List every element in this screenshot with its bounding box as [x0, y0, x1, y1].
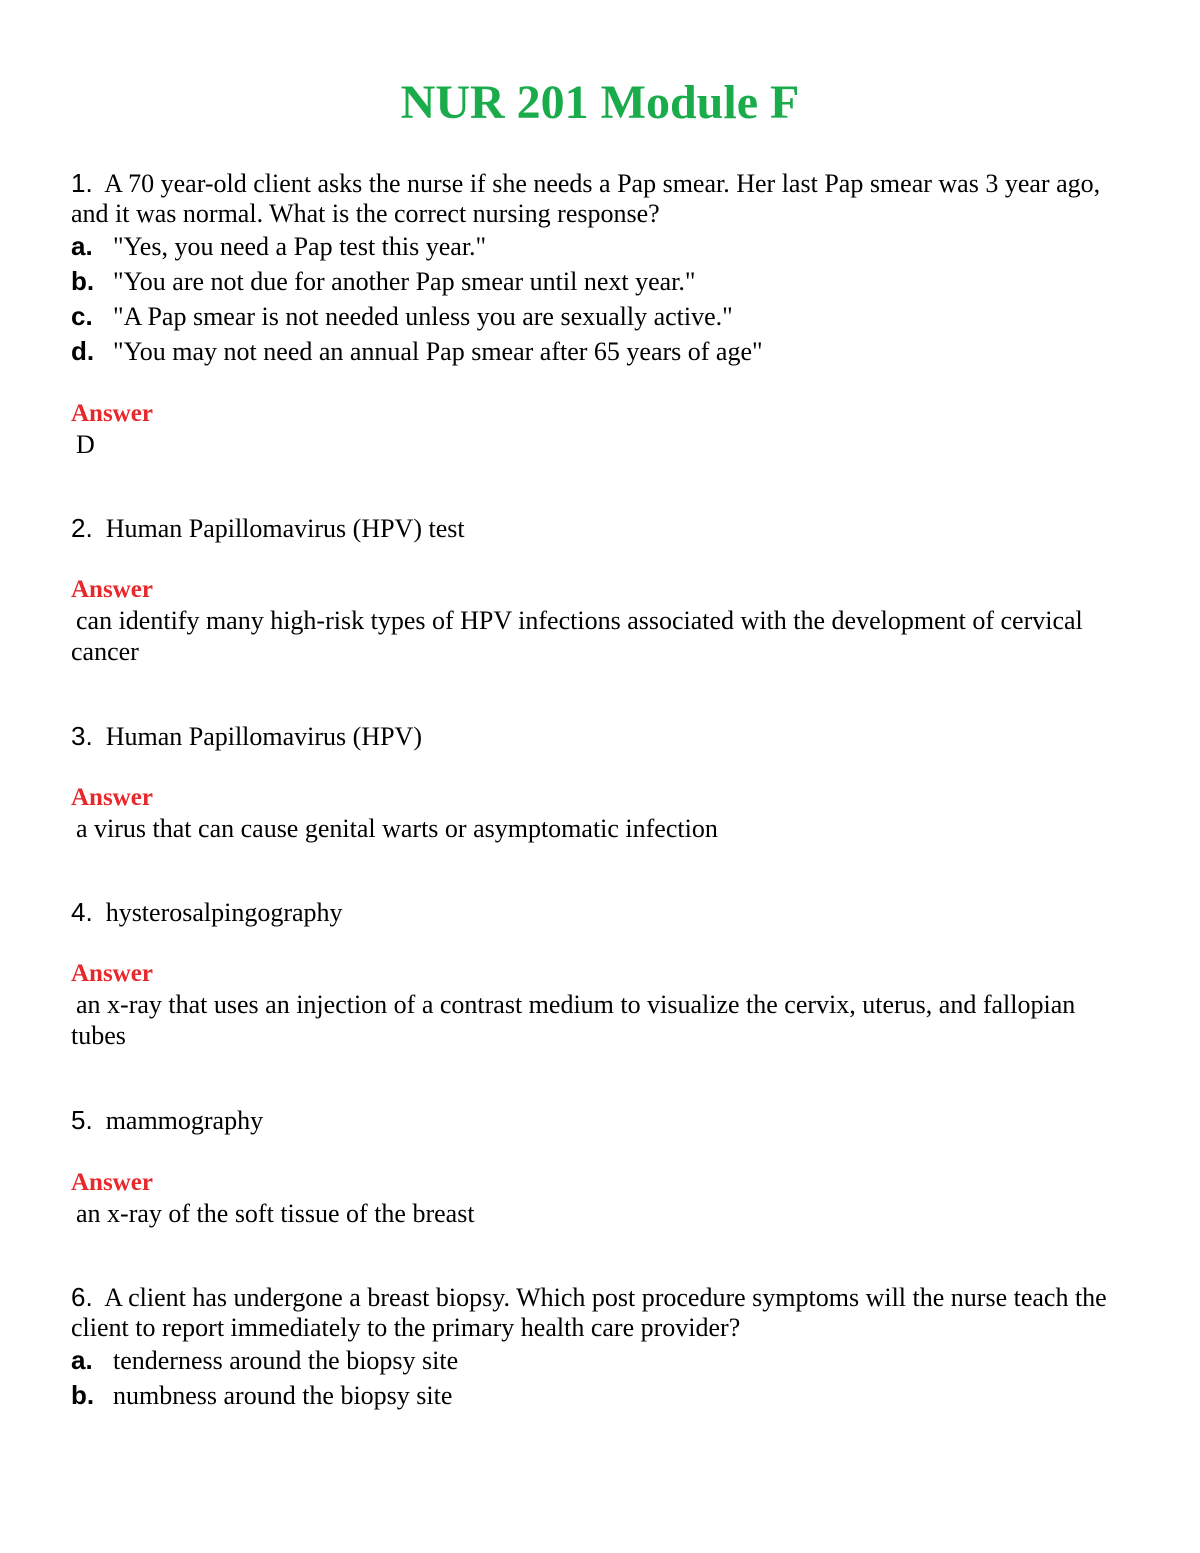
option-letter: d. — [71, 336, 95, 366]
question-stem: hysterosalpingography — [105, 898, 343, 927]
question-1 — [71, 168, 1131, 369]
option-d — [71, 334, 1131, 369]
question-5 — [71, 1105, 1131, 1136]
question-stem: mammography — [105, 1106, 264, 1135]
answer-label: Answer — [71, 576, 153, 603]
answer-4 — [71, 959, 1131, 1051]
answer-label: Answer — [71, 960, 153, 987]
question-2 — [71, 513, 1131, 544]
question-3 — [71, 721, 1131, 752]
question-6 — [71, 1282, 1131, 1413]
page-title: NUR 201 Module F — [400, 76, 800, 129]
question-text — [71, 1105, 1131, 1136]
question-text — [71, 897, 1131, 928]
option-c — [71, 299, 1131, 334]
option-b — [71, 264, 1131, 299]
question-text — [71, 721, 1131, 752]
option-list — [71, 1343, 1131, 1413]
option-letter: b. — [71, 1380, 95, 1410]
answer-text: an x-ray that uses an injection of a contrast medium to visualize the cervix, uterus, and fallopian tubes — [71, 990, 1076, 1050]
option-b — [71, 1378, 1131, 1413]
option-letter: a. — [71, 1345, 93, 1375]
question-4 — [71, 897, 1131, 928]
question-stem: A client has undergone a breast biopsy. Which post procedure symptoms will the nurse teach the client to report immediately to the primary health care provider? — [71, 1283, 1107, 1342]
option-list — [71, 229, 1131, 369]
answer-text: a virus that can cause genital warts or asymptomatic infection — [76, 814, 718, 843]
question-stem: A 70 year-old client asks the nurse if she needs a Pap smear. Her last Pap smear was 3 year ago, and it was normal. What is the correct nursing response? — [71, 169, 1101, 228]
question-number: 1. — [71, 168, 93, 198]
option-text: "Yes, you need a Pap test this year." — [113, 232, 487, 261]
answer-label: Answer — [71, 784, 153, 811]
question-number: 3. — [71, 721, 93, 751]
answer-text: D — [76, 430, 95, 459]
question-text — [71, 168, 1131, 229]
question-number: 2. — [71, 513, 93, 543]
question-number: 5. — [71, 1105, 93, 1135]
option-text: numbness around the biopsy site — [113, 1381, 453, 1410]
option-a — [71, 229, 1131, 264]
option-text: tenderness around the biopsy site — [113, 1346, 459, 1375]
question-number: 4. — [71, 897, 93, 927]
question-number: 6. — [71, 1282, 93, 1312]
option-text: "A Pap smear is not needed unless you are sexually active." — [113, 302, 733, 331]
answer-1 — [71, 399, 1131, 460]
question-text — [71, 513, 1131, 544]
answer-3 — [71, 783, 1131, 844]
option-letter: a. — [71, 231, 93, 261]
answer-text: an x-ray of the soft tissue of the breast — [76, 1199, 475, 1228]
question-text — [71, 1282, 1131, 1343]
answer-5 — [71, 1168, 1131, 1229]
answer-label: Answer — [71, 400, 153, 427]
option-text: "You may not need an annual Pap smear after 65 years of age" — [113, 337, 763, 366]
option-a — [71, 1343, 1131, 1378]
question-stem: Human Papillomavirus (HPV) test — [105, 514, 465, 543]
answer-2 — [71, 575, 1131, 667]
answer-label: Answer — [71, 1169, 153, 1196]
option-letter: b. — [71, 266, 95, 296]
question-stem: Human Papillomavirus (HPV) — [105, 722, 422, 751]
option-letter: c. — [71, 301, 93, 331]
answer-text: can identify many high-risk types of HPV infections associated with the development of cervical cancer — [71, 606, 1083, 666]
option-text: "You are not due for another Pap smear until next year." — [113, 267, 696, 296]
